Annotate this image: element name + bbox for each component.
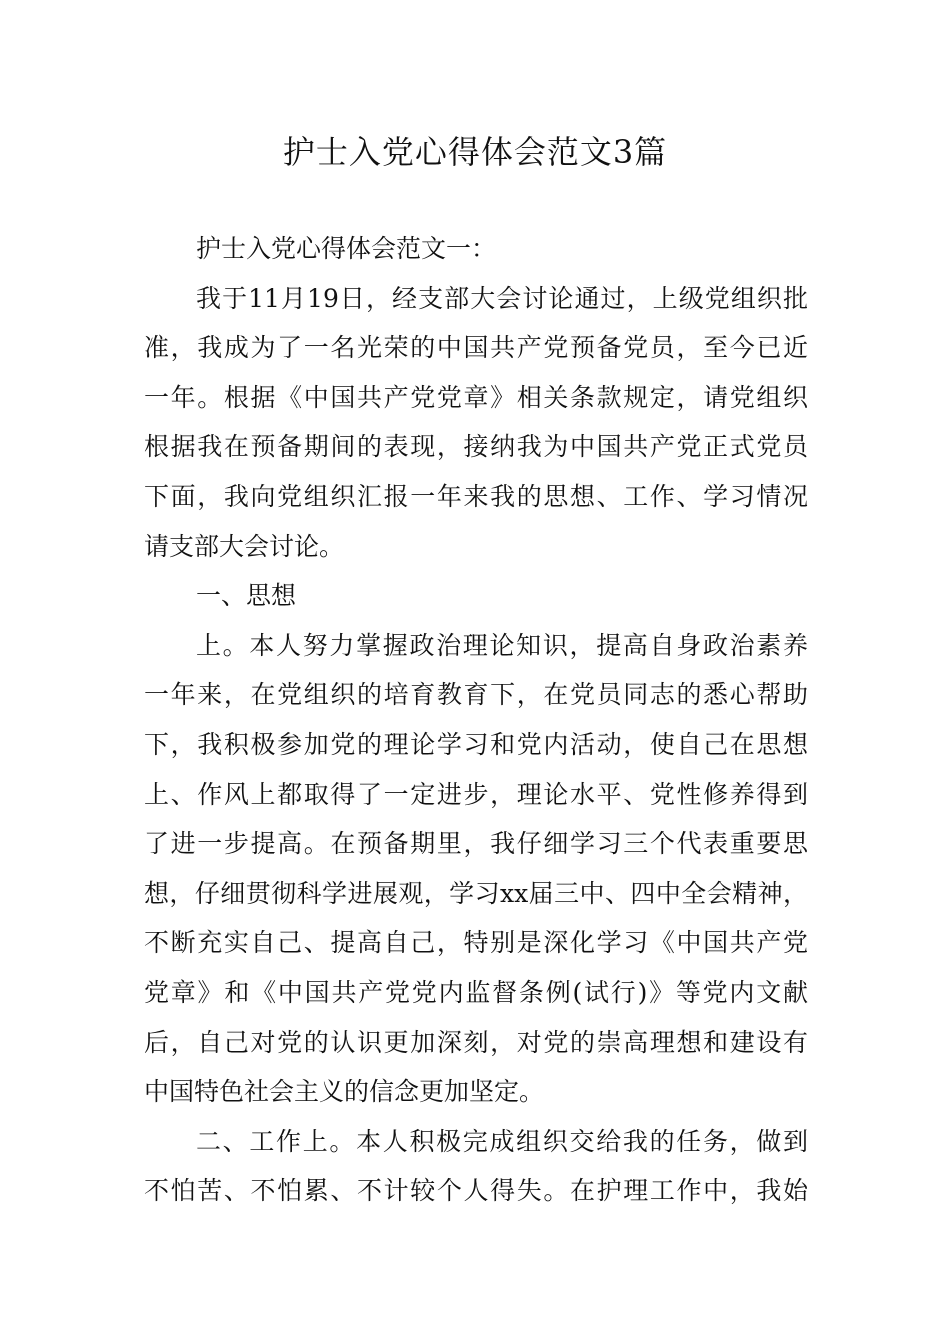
text-line: 下面，我向党组织汇报一年来我的思想、工作、学习情况 [144,481,808,511]
text-line: 根据我在预备期间的表现，接纳我为中国共产党正式党员 [144,432,808,462]
text-line: 上、作风上都取得了一定进步，理论水平、党性修养得到 [144,779,808,809]
text-line: 一年来，在党组织的培育教育下，在党员同志的悉心帮助 [144,680,808,710]
section-heading-thought: 一、思想 [196,581,297,611]
text-line: 上。本人努力掌握政治理论知识，提高自身政治素养 [196,630,808,660]
text-line: 下，我积极参加党的理论学习和党内活动，使自己在思想 [144,729,808,759]
text-line: 党章》和《中国共产党党内监督条例(试行)》等党内文献 [144,977,808,1007]
text-line: 想，仔细贯彻科学进展观，学习xx届三中、四中全会精神， [144,878,808,908]
text-line: 不断充实自己、提高自己，特别是深化学习《中国共产党 [144,928,808,958]
text-line: 请支部大会讨论。 [144,531,345,561]
section-heading-work: 二、工作上。本人积极完成组织交给我的任务，做到 [196,1126,808,1156]
text-line: 中国特色社会主义的信念更加坚定。 [144,1077,545,1107]
text-line: 我于11月19日，经支部大会讨论通过，上级党组织批 [196,283,808,313]
section-heading-article-one: 护士入党心得体会范文一： [196,234,497,263]
text-line: 不怕苦、不怕累、不计较个人得失。在护理工作中，我始 [144,1176,808,1206]
text-line: 后，自己对党的认识更加深刻，对党的崇高理想和建设有 [144,1027,808,1057]
document-body [144,224,808,1216]
text-line: 一年。根据《中国共产党党章》相关条款规定，请党组织 [144,382,808,412]
text-line: 了进一步提高。在预备期里，我仔细学习三个代表重要思 [144,829,808,859]
document-title: 护士入党心得体会范文3篇 [282,133,668,171]
text-line: 准，我成为了一名光荣的中国共产党预备党员，至今已近 [144,333,808,363]
